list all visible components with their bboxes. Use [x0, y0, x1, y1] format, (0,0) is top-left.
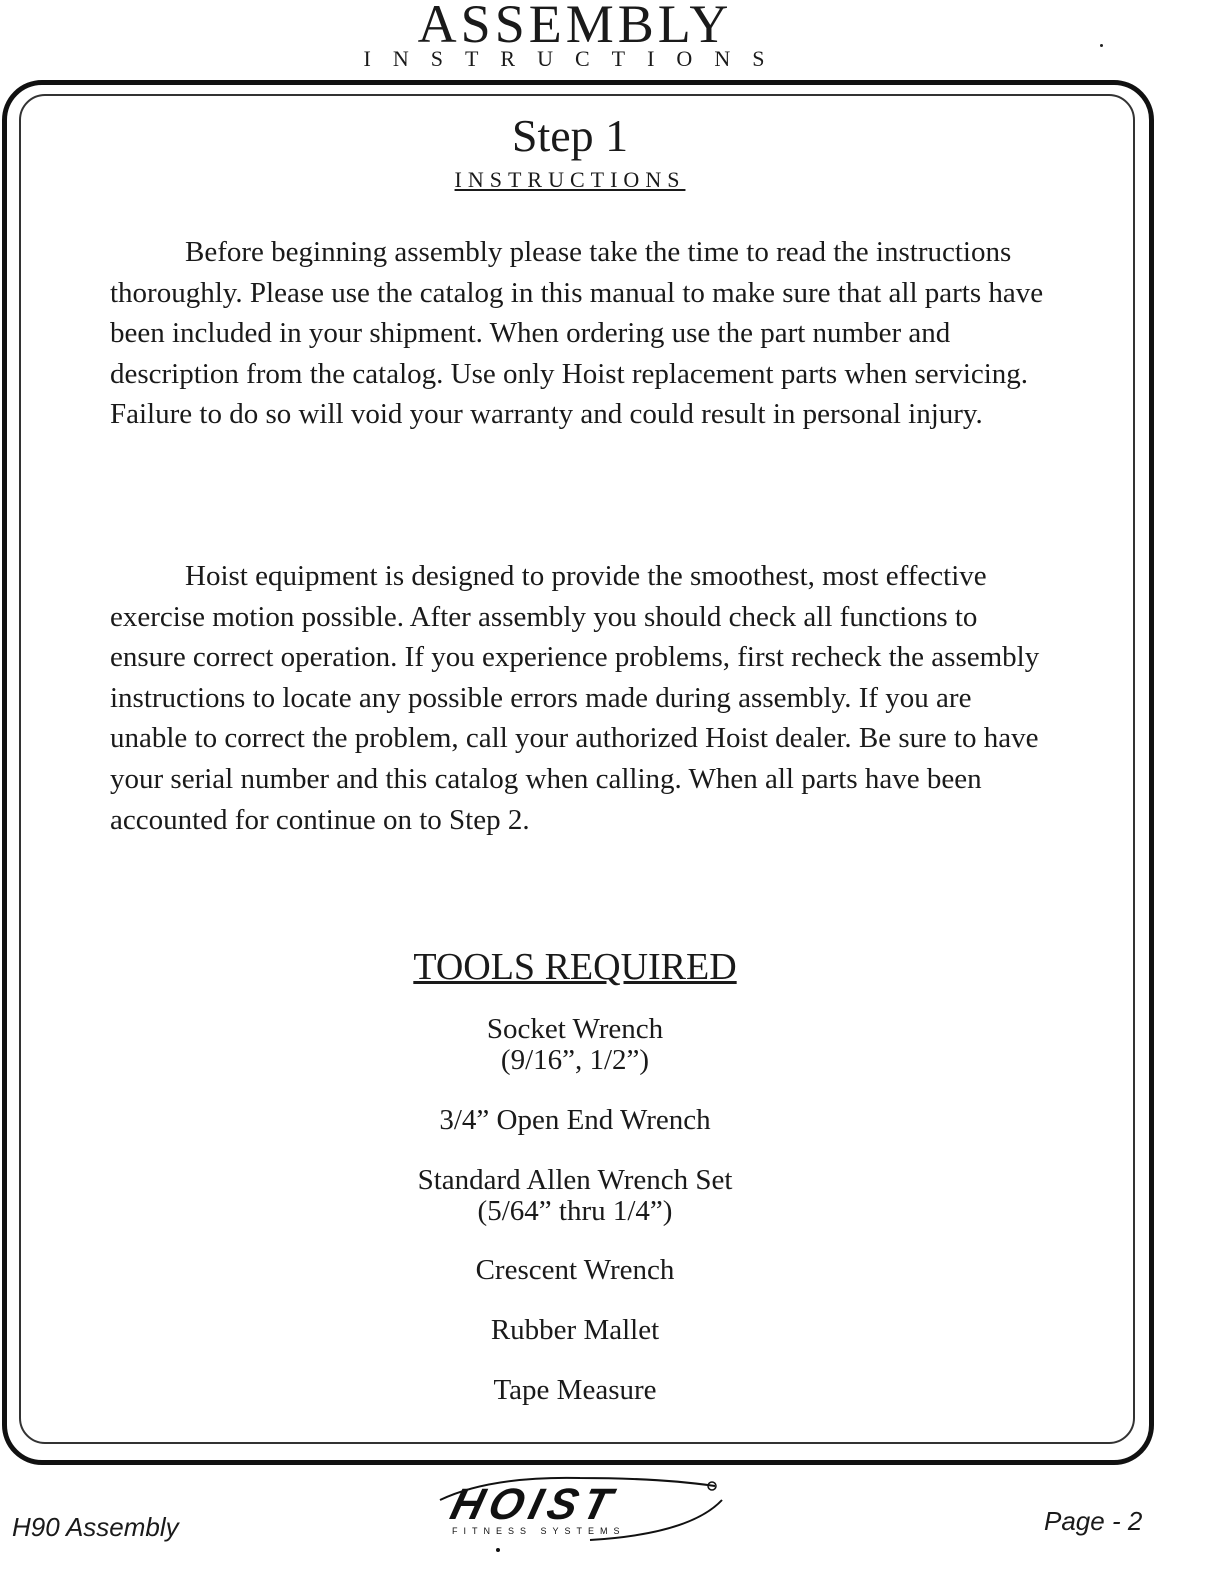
speck-dot	[1100, 44, 1103, 47]
tool-detail: (9/16”, 1/2”)	[500, 1044, 650, 1076]
header-subtitle: INSTRUCTIONS	[363, 46, 787, 71]
tool-item	[0, 1165, 1150, 1227]
tool-name: 3/4” Open End Wrench	[439, 1104, 711, 1136]
footer-document-name: H90 Assembly	[12, 1512, 179, 1542]
logo-wordmark: HOIST	[445, 1480, 623, 1529]
tool-item	[0, 1014, 1150, 1076]
intro-paragraph: Before beginning assembly please take the time to read the instructions thoroughly. Please use the catalog in this manual to make sure that all parts have been included in your shipment. When ordering use the part number and description from the catalog. Use only Hoist replacement parts when servicing. Failure to do so will void your warranty and could result in personal injury.	[110, 236, 1044, 431]
tool-item	[0, 1375, 1150, 1406]
header-title: ASSEMBLY	[417, 0, 733, 54]
tools-heading-text: TOOLS REQUIRED	[413, 946, 737, 988]
step-title: Step 1	[511, 110, 629, 161]
tool-item	[0, 1255, 1150, 1286]
step-subtitle	[0, 166, 1140, 194]
tool-detail: (5/64” thru 1/4”)	[477, 1195, 673, 1227]
tool-item	[0, 1105, 1150, 1136]
hoist-logo	[430, 1472, 730, 1552]
tool-name: Tape Measure	[493, 1374, 657, 1406]
tool-name: Crescent Wrench	[475, 1254, 675, 1286]
tool-name: Socket Wrench	[486, 1013, 664, 1045]
tool-item	[0, 1315, 1150, 1346]
tool-name: Standard Allen Wrench Set	[417, 1164, 733, 1196]
page-number: Page - 2	[1044, 1506, 1143, 1536]
tools-heading	[0, 944, 1150, 990]
step-subtitle-text: INSTRUCTIONS	[454, 167, 686, 192]
equipment-paragraph: Hoist equipment is designed to provide the smoothest, most effective exercise motion possible. After assembly you should check all functions to ensure correct operation. If you experience problems, first recheck the assembly instructions to locate any possible errors made during assembly. If you are unable to correct the problem, call your authorized Hoist dealer. Be sure to have your serial number and this catalog when calling. When all parts have been accounted for continue on to Step 2.	[110, 560, 1040, 836]
tool-name: Rubber Mallet	[490, 1314, 660, 1346]
logo-subtext: FITNESS SYSTEMS	[452, 1526, 626, 1536]
